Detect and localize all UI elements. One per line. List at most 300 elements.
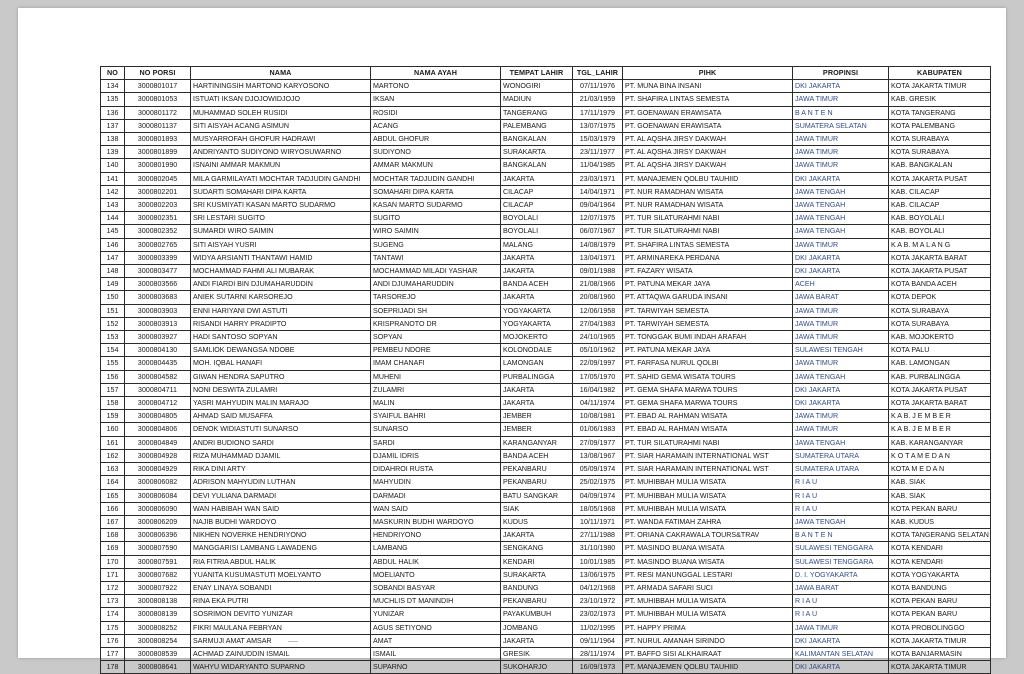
cell-pihak: PT. ARMINAREKA PERDANA [623, 251, 793, 264]
header-pihk: PIHK [623, 67, 793, 80]
cell-kab: KAB. KUDUS [889, 515, 991, 528]
table-row [101, 93, 991, 106]
cell-prop: JAWA TIMUR [793, 621, 889, 634]
cell-kab: KOTA BANJARMASIN [889, 647, 991, 660]
cell-prop: JAWA TENGAH [793, 212, 889, 225]
cell-tgl: 13/07/1975 [573, 119, 623, 132]
cell-nama: NONI DESWITA ZULAMRI [191, 383, 371, 396]
cell-tgl: 09/04/1964 [573, 199, 623, 212]
cell-pihak: PT. FAZARY WISATA [623, 265, 793, 278]
cell-porsi: 3000801899 [125, 146, 191, 159]
registration-table-container [100, 66, 990, 674]
cell-nama: SUDARTI SOMAHARI DIPA KARTA [191, 185, 371, 198]
cell-no: 175 [101, 621, 125, 634]
cell-pihak: PT. TARWIYAH SEMESTA [623, 317, 793, 330]
cell-nama: MILA GARMILAYATI MOCHTAR TADJUDIN GANDHI [191, 172, 371, 185]
cell-porsi: 3000808539 [125, 647, 191, 660]
table-row [101, 542, 991, 555]
cell-tgl: 10/11/1971 [573, 515, 623, 528]
cell-prop: JAWA TENGAH [793, 225, 889, 238]
cell-prop: DKI JAKARTA [793, 634, 889, 647]
table-row [101, 661, 991, 674]
cell-no: 176 [101, 634, 125, 647]
table-row [101, 647, 991, 660]
cell-kab: K A B. J E M B E R [889, 423, 991, 436]
cell-pihak: PT. NUR RAMADHAN WISATA [623, 185, 793, 198]
cell-no: 157 [101, 383, 125, 396]
cell-pihak: PT. NUR RAMADHAN WISATA [623, 199, 793, 212]
cell-ayah: AMMAR MAKMUN [371, 159, 501, 172]
cell-tgl: 12/07/1975 [573, 212, 623, 225]
cell-prop: JAWA TIMUR [793, 93, 889, 106]
table-row [101, 568, 991, 581]
cell-lahir: SIAK [501, 502, 573, 515]
cell-lahir: TANGERANG [501, 106, 573, 119]
cell-ayah: ROSIDI [371, 106, 501, 119]
cell-kab: KOTA SURABAYA [889, 146, 991, 159]
cell-kab: KAB. SIAK [889, 489, 991, 502]
cell-porsi: 3000804582 [125, 370, 191, 383]
cell-porsi: 3000801137 [125, 119, 191, 132]
cell-ayah: LAMBANG [371, 542, 501, 555]
cell-porsi: 3000802765 [125, 238, 191, 251]
cell-prop: JAWA TENGAH [793, 199, 889, 212]
cell-porsi: 3000803913 [125, 317, 191, 330]
cell-prop: DKI JAKARTA [793, 251, 889, 264]
cell-prop: JAWA TIMUR [793, 159, 889, 172]
cell-pihak: PT. TUR SILATURAHMI NABI [623, 225, 793, 238]
cell-ayah: SUNARSO [371, 423, 501, 436]
cell-kab: KOTA JAKARTA TIMUR [889, 634, 991, 647]
cell-no: 164 [101, 476, 125, 489]
cell-no: 158 [101, 397, 125, 410]
cell-pihak: PT. EBAD AL RAHMAN WISATA [623, 410, 793, 423]
cell-kab: KOTA BANDUNG [889, 581, 991, 594]
cell-ayah: WAN SAID [371, 502, 501, 515]
cell-pihak: PT. TARWIYAH SEMESTA [623, 304, 793, 317]
cell-porsi: 3000807590 [125, 542, 191, 555]
cell-kab: KOTA PROBOLINGGO [889, 621, 991, 634]
cell-pihak: PT. TONGGAK BUMI INDAH ARAFAH [623, 331, 793, 344]
table-row [101, 80, 991, 93]
cell-tgl: 06/07/1967 [573, 225, 623, 238]
cell-nama: YUANITA KUSUMASTUTI MOELYANTO [191, 568, 371, 581]
cell-pihak: PT. WANDA FATIMAH ZAHRA [623, 515, 793, 528]
cell-tgl: 25/02/1975 [573, 476, 623, 489]
cell-ayah: ANDI DJUMAHARUDDIN [371, 278, 501, 291]
cell-prop: SUMATERA UTARA [793, 449, 889, 462]
cell-kab: KAB. SIAK [889, 476, 991, 489]
cell-tgl: 18/05/1968 [573, 502, 623, 515]
cell-no: 171 [101, 568, 125, 581]
cell-tgl: 28/11/1974 [573, 647, 623, 660]
cell-no: 150 [101, 291, 125, 304]
cell-nama: SRI LESTARI SUGITO [191, 212, 371, 225]
cell-porsi: 3000806396 [125, 529, 191, 542]
cell-tgl: 23/02/1973 [573, 608, 623, 621]
cell-porsi: 3000804929 [125, 463, 191, 476]
table-row [101, 608, 991, 621]
cell-lahir: LAMONGAN [501, 357, 573, 370]
cell-tgl: 07/11/1976 [573, 80, 623, 93]
table-row [101, 621, 991, 634]
cell-porsi: 3000804806 [125, 423, 191, 436]
cell-tgl: 05/10/1962 [573, 344, 623, 357]
cell-prop: JAWA TIMUR [793, 331, 889, 344]
cell-ayah: MUCHLIS DT MANINDIH [371, 595, 501, 608]
table-row [101, 449, 991, 462]
cell-kab: KOTA JAKARTA BARAT [889, 397, 991, 410]
cell-lahir: PURBALINGGA [501, 370, 573, 383]
cell-kab: KOTA JAKARTA TIMUR [889, 80, 991, 93]
cell-no: 168 [101, 529, 125, 542]
cell-nama: ACHMAD ZAINUDDIN ISMAIL [191, 647, 371, 660]
cell-porsi: 3000801053 [125, 93, 191, 106]
table-row [101, 357, 991, 370]
cell-prop: DKI JAKARTA [793, 661, 889, 674]
cell-pihak: PT. HAPPY PRIMA [623, 621, 793, 634]
cell-no: 143 [101, 199, 125, 212]
header-tgl-lahir: TGL_LAHIR [573, 67, 623, 80]
cell-tgl: 11/04/1985 [573, 159, 623, 172]
cell-lahir: BOYOLALI [501, 212, 573, 225]
table-row [101, 595, 991, 608]
table-row [101, 212, 991, 225]
cell-tgl: 23/11/1977 [573, 146, 623, 159]
cell-kab: KOTA SURABAYA [889, 317, 991, 330]
cell-nama: SITI AISYAH ACANG ASIMUN [191, 119, 371, 132]
cell-pihak: PT. NURUL AMANAH SIRINDO [623, 634, 793, 647]
cell-kab: KAB. BOYOLALI [889, 212, 991, 225]
cell-lahir: JAKARTA [501, 172, 573, 185]
cell-prop: JAWA TIMUR [793, 410, 889, 423]
cell-nama: RIA FITRIA ABDUL HALIK [191, 555, 371, 568]
cell-ayah: ABDUL GHOFUR [371, 133, 501, 146]
cell-tgl: 21/08/1966 [573, 278, 623, 291]
cell-tgl: 21/03/1959 [573, 93, 623, 106]
cell-ayah: KASAN MARTO SUDARMO [371, 199, 501, 212]
cell-prop: DKI JAKARTA [793, 265, 889, 278]
cell-lahir: PEKANBARU [501, 463, 573, 476]
cell-lahir: MADIUN [501, 93, 573, 106]
cell-porsi: 3000807922 [125, 581, 191, 594]
cell-nama: FIKRI MAULANA FEBRYAN [191, 621, 371, 634]
table-row [101, 383, 991, 396]
cell-nama: RISANDI HARRY PRADIPTO [191, 317, 371, 330]
cell-ayah: MASKURIN BUDHI WARDOYO [371, 515, 501, 528]
cell-no: 148 [101, 265, 125, 278]
cell-pihak: PT. PATUNA MEKAR JAYA [623, 344, 793, 357]
cell-prop: JAWA TIMUR [793, 317, 889, 330]
cell-prop: SUMATERA SELATAN [793, 119, 889, 132]
cell-lahir: WONOGIRI [501, 80, 573, 93]
header-propinsi: PROPINSI [793, 67, 889, 80]
table-row [101, 581, 991, 594]
table-row [101, 529, 991, 542]
cell-lahir: JAKARTA [501, 529, 573, 542]
cell-no: 178 [101, 661, 125, 674]
cell-ayah: TARSOREJO [371, 291, 501, 304]
table-row [101, 370, 991, 383]
cell-ayah: SOMAHARI DIPA KARTA [371, 185, 501, 198]
cell-kab: KOTA KENDARI [889, 555, 991, 568]
cell-porsi: 3000804928 [125, 449, 191, 462]
cell-porsi: 3000802203 [125, 199, 191, 212]
cell-kab: KAB. GRESIK [889, 93, 991, 106]
cell-nama: NIKHEN NOVERKE HENDRIYONO [191, 529, 371, 542]
cell-lahir: BANGKALAN [501, 159, 573, 172]
table-row [101, 199, 991, 212]
cell-no: 169 [101, 542, 125, 555]
cell-prop: DKI JAKARTA [793, 397, 889, 410]
cell-no: 146 [101, 238, 125, 251]
table-row [101, 133, 991, 146]
cell-prop: JAWA BARAT [793, 581, 889, 594]
cell-ayah: SOPYAN [371, 331, 501, 344]
table-row [101, 502, 991, 515]
cell-ayah: ISMAIL [371, 647, 501, 660]
table-row [101, 172, 991, 185]
cell-pihak: PT. RESI MANUNGGAL LESTARI [623, 568, 793, 581]
cell-prop: SULAWESI TENGGARA [793, 542, 889, 555]
cell-lahir: JAKARTA [501, 634, 573, 647]
cell-nama: ENNI HARIYANI DWI ASTUTI [191, 304, 371, 317]
cell-ayah: DARMADI [371, 489, 501, 502]
cell-tgl: 04/11/1974 [573, 397, 623, 410]
cell-kab: KOTA JAKARTA PUSAT [889, 383, 991, 396]
cell-porsi: 3000806084 [125, 489, 191, 502]
cell-porsi: 3000804435 [125, 357, 191, 370]
cell-nama: RINA EKA PUTRI [191, 595, 371, 608]
cell-tgl: 04/09/1974 [573, 489, 623, 502]
cell-tgl: 22/09/1997 [573, 357, 623, 370]
cell-no: 161 [101, 436, 125, 449]
cell-no: 134 [101, 80, 125, 93]
cell-ayah: SUPARNO [371, 661, 501, 674]
cell-no: 177 [101, 647, 125, 660]
cell-pihak: PT. ATTAQWA GARUDA INSANI [623, 291, 793, 304]
cell-tgl: 05/09/1974 [573, 463, 623, 476]
cell-nama: ADRISON MAHYUDIN LUTHAN [191, 476, 371, 489]
cell-no: 170 [101, 555, 125, 568]
cell-ayah: MALIN [371, 397, 501, 410]
cell-prop: SUMATERA UTARA [793, 463, 889, 476]
cell-tgl: 14/04/1971 [573, 185, 623, 198]
cell-nama: HARTININGSIH MARTONO KARYOSONO [191, 80, 371, 93]
cell-lahir: JAKARTA [501, 265, 573, 278]
cell-no: 142 [101, 185, 125, 198]
cell-lahir: PEKANBARU [501, 595, 573, 608]
cell-ayah: AGUS SETIYONO [371, 621, 501, 634]
cell-porsi: 3000801017 [125, 80, 191, 93]
table-row [101, 106, 991, 119]
cell-porsi: 3000807682 [125, 568, 191, 581]
cell-prop: JAWA TENGAH [793, 370, 889, 383]
cell-kab: KAB. BANGKALAN [889, 159, 991, 172]
table-row [101, 397, 991, 410]
cell-pihak: PT. MUNA BINA INSANI [623, 80, 793, 93]
cell-tgl: 10/01/1985 [573, 555, 623, 568]
cell-lahir: KOLONODALE [501, 344, 573, 357]
cell-kab: KOTA DEPOK [889, 291, 991, 304]
cell-pihak: PT. EBAD AL RAHMAN WISATA [623, 423, 793, 436]
cell-lahir: BANGKALAN [501, 133, 573, 146]
cell-kab: KOTA JAKARTA TIMUR [889, 661, 991, 674]
cell-tgl: 16/04/1982 [573, 383, 623, 396]
cell-porsi: 3000802351 [125, 212, 191, 225]
cell-nama: SAMLIOK DEWANGSA NDOBE [191, 344, 371, 357]
cell-porsi: 3000801172 [125, 106, 191, 119]
table-row [101, 344, 991, 357]
pilgrim-registration-table [100, 66, 991, 674]
cell-tgl: 09/01/1988 [573, 265, 623, 278]
cell-prop: B A N T E N [793, 529, 889, 542]
table-row [101, 515, 991, 528]
cell-no: 151 [101, 304, 125, 317]
table-row [101, 159, 991, 172]
cell-tgl: 13/04/1971 [573, 251, 623, 264]
cell-nama: MANGGARISI LAMBANG LAWADENG [191, 542, 371, 555]
cell-nama: GIWAN HENDRA SAPUTRO [191, 370, 371, 383]
header-no-porsi: NO PORSI [125, 67, 191, 80]
cell-prop: SULAWESI TENGGARA [793, 555, 889, 568]
table-row [101, 119, 991, 132]
cell-pihak: PT. SIAR HARAMAIN INTERNATIONAL WST [623, 463, 793, 476]
cell-no: 140 [101, 159, 125, 172]
cell-no: 159 [101, 410, 125, 423]
cell-kab: KAB. BOYOLALI [889, 225, 991, 238]
cell-nama: MUHAMMAD SOLEH RUSIDI [191, 106, 371, 119]
cell-pihak: PT. AL AQSHA JIRSY DAKWAH [623, 159, 793, 172]
cell-lahir: BANDUNG [501, 581, 573, 594]
cell-ayah: PEMBEU NDORE [371, 344, 501, 357]
cell-kab: KOTA TANGERANG [889, 106, 991, 119]
cell-tgl: 17/05/1970 [573, 370, 623, 383]
cell-ayah: MAHYUDIN [371, 476, 501, 489]
cell-porsi: 3000806209 [125, 515, 191, 528]
cell-prop: JAWA TIMUR [793, 423, 889, 436]
cell-nama: SUMARDI WIRO SAIMIN [191, 225, 371, 238]
cell-porsi: 3000808138 [125, 595, 191, 608]
cell-kab: KOTA SURABAYA [889, 133, 991, 146]
cell-tgl: 11/02/1995 [573, 621, 623, 634]
cell-prop: DKI JAKARTA [793, 172, 889, 185]
cell-tgl: 31/10/1980 [573, 542, 623, 555]
table-row [101, 317, 991, 330]
cell-nama: SITI AISYAH YUSRI [191, 238, 371, 251]
cell-kab: KOTA PEKAN BARU [889, 502, 991, 515]
cell-ayah: DJAMIL IDRIS [371, 449, 501, 462]
cell-ayah: YUNIZAR [371, 608, 501, 621]
cell-porsi: 3000806090 [125, 502, 191, 515]
cell-nama: WAHYU WIDARYANTO SUPARNO [191, 661, 371, 674]
cell-lahir: SENGKANG [501, 542, 573, 555]
cell-pihak: PT. MANAJEMEN QOLBU TAUHIID [623, 661, 793, 674]
cell-nama: NAJIB BUDHI WARDOYO [191, 515, 371, 528]
cell-porsi: 3000803903 [125, 304, 191, 317]
cell-tgl: 27/04/1983 [573, 317, 623, 330]
cell-porsi: 3000801990 [125, 159, 191, 172]
cell-porsi: 3000807591 [125, 555, 191, 568]
cell-prop: DKI JAKARTA [793, 80, 889, 93]
header-nama: NAMA [191, 67, 371, 80]
cell-pihak: PT. AL AQSHA JIRSY DAKWAH [623, 146, 793, 159]
cell-lahir: GRESIK [501, 647, 573, 660]
cell-pihak: PT. TUR SILATURAHMI NABI [623, 436, 793, 449]
header-nama-ayah: NAMA AYAH [371, 67, 501, 80]
cell-no: 149 [101, 278, 125, 291]
cell-ayah: DIDAHROI RUSTA [371, 463, 501, 476]
cell-kab: KOTA PALU [889, 344, 991, 357]
cell-no: 162 [101, 449, 125, 462]
cell-kab: KAB. MOJOKERTO [889, 331, 991, 344]
cell-prop: D. I. YOGYAKARTA [793, 568, 889, 581]
cell-ayah: KRISPRANOTO DR [371, 317, 501, 330]
cell-porsi: 3000803683 [125, 291, 191, 304]
cell-pihak: PT. MUHIBBAH MULIA WISATA [623, 595, 793, 608]
table-row [101, 146, 991, 159]
cell-kab: KAB. CILACAP [889, 185, 991, 198]
cell-tgl: 17/11/1979 [573, 106, 623, 119]
cell-no: 147 [101, 251, 125, 264]
cell-lahir: JEMBER [501, 410, 573, 423]
table-row [101, 463, 991, 476]
cell-prop: JAWA TIMUR [793, 146, 889, 159]
table-row [101, 476, 991, 489]
cell-kab: KOTA M E D A N [889, 463, 991, 476]
cell-nama: HADI SANTOSO SOPYAN [191, 331, 371, 344]
cell-no: 144 [101, 212, 125, 225]
cell-ayah: IKSAN [371, 93, 501, 106]
cell-lahir: YOGYAKARTA [501, 317, 573, 330]
cell-lahir: SUKOHARJO [501, 661, 573, 674]
cell-lahir: BANDA ACEH [501, 278, 573, 291]
cell-lahir: SURAKARTA [501, 146, 573, 159]
cell-lahir: PAYAKUMBUH [501, 608, 573, 621]
cell-prop: KALIMANTAN SELATAN [793, 647, 889, 660]
scanned-page [18, 8, 1006, 672]
cell-tgl: 27/11/1988 [573, 529, 623, 542]
cell-no: 156 [101, 370, 125, 383]
cell-tgl: 14/08/1979 [573, 238, 623, 251]
cell-kab: KOTA PALEMBANG [889, 119, 991, 132]
cell-prop: JAWA TIMUR [793, 357, 889, 370]
cell-lahir: PEKANBARU [501, 476, 573, 489]
cell-pihak: PT. MASINDO BUANA WISATA [623, 555, 793, 568]
cell-tgl: 10/08/1981 [573, 410, 623, 423]
table-row [101, 436, 991, 449]
cell-no: 172 [101, 581, 125, 594]
table-row [101, 238, 991, 251]
cell-tgl: 13/08/1967 [573, 449, 623, 462]
cell-nama: RIKA DINI ARTY [191, 463, 371, 476]
cell-no: 136 [101, 106, 125, 119]
cell-porsi: 3000808252 [125, 621, 191, 634]
page-tick-mark [288, 641, 298, 642]
table-body [101, 80, 991, 674]
cell-prop: R I A U [793, 489, 889, 502]
cell-pihak: PT. SHAFIRA LINTAS SEMESTA [623, 93, 793, 106]
cell-pihak: PT. MUHIBBAH MULIA WISATA [623, 608, 793, 621]
cell-tgl: 15/03/1979 [573, 133, 623, 146]
cell-porsi: 3000803927 [125, 331, 191, 344]
cell-porsi: 3000803477 [125, 265, 191, 278]
cell-lahir: PALEMBANG [501, 119, 573, 132]
cell-no: 135 [101, 93, 125, 106]
cell-prop: JAWA TIMUR [793, 304, 889, 317]
cell-kab: KAB. KARANGANYAR [889, 436, 991, 449]
cell-nama: ISTUATI IKSAN DJOJOWIDJOJO [191, 93, 371, 106]
